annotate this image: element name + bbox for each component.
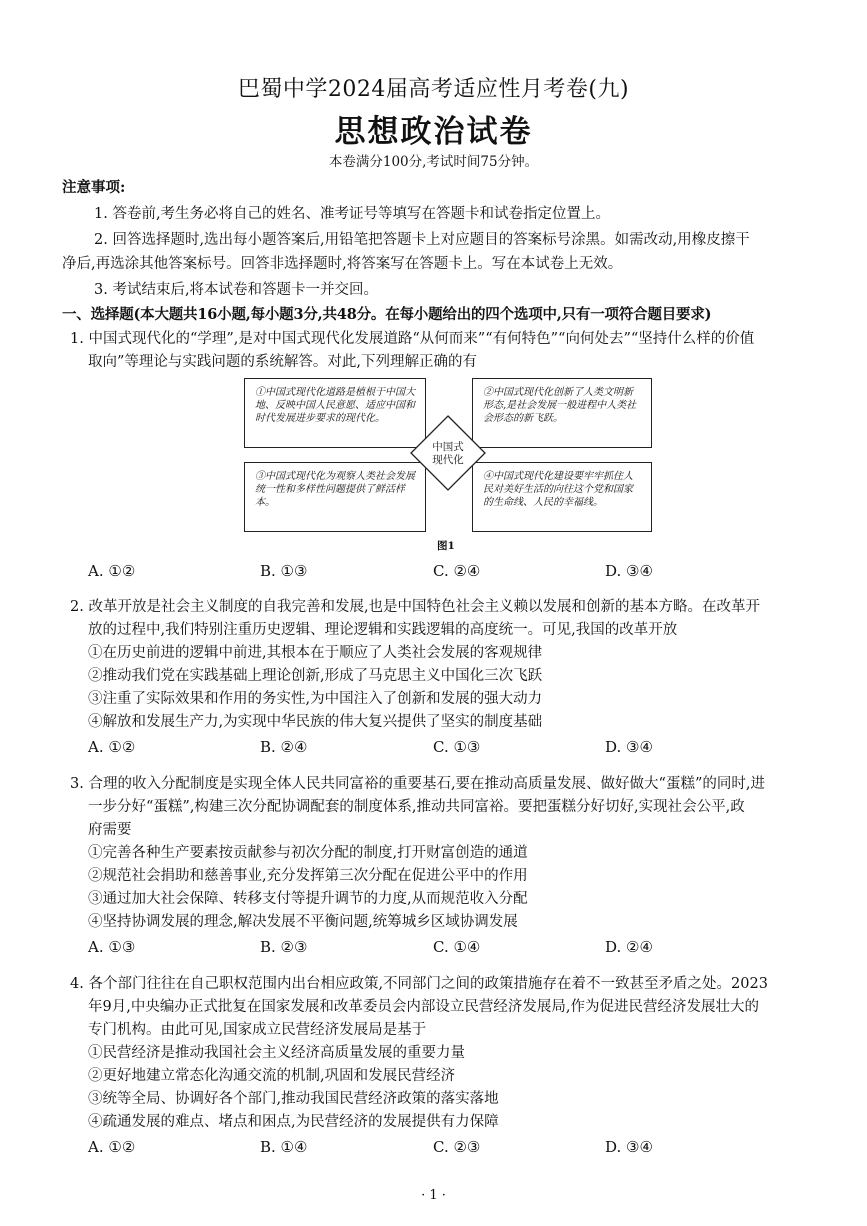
exam-title: 巴蜀中学2024届高考适应性月考卷(九): [237, 77, 630, 102]
figure-box-3: [244, 462, 426, 532]
figure-box-3-text: ③中国式现代化为观察人类社会发展统一性和多样性问题提供了鲜活样本。: [255, 471, 415, 508]
question-1-option-b[interactable]: B. ①③: [260, 562, 308, 580]
question-3-line: 府需要: [88, 822, 132, 838]
figure-box-1-text: ①中国式现代化道路是植根于中国大地、反映中国人民意愿、适应中国和时代发展进步要求的现代化。: [255, 387, 415, 424]
question-2-option-c[interactable]: C. ①③: [433, 738, 481, 756]
question-3-line: 3. 合理的收入分配制度是实现全体人民共同富裕的重要基石,要在推动高质量发展、做好做大“蛋糕”的同时,进: [70, 776, 765, 792]
question-4-line: 4. 各个部门往往在自己职权范围内出台相应政策,不同部门之间的政策措施存在着不一致甚至矛盾之处。2023: [70, 976, 768, 992]
question-4-line: 年9月,中央编办正式批复在国家发展和改革委员会内部设立民营经济发展局,作为促进民营经济发展壮大的: [88, 999, 759, 1015]
question-3-option-c[interactable]: C. ①④: [433, 938, 481, 956]
figure-box-1: [244, 378, 426, 448]
question-2-line: 2. 改革开放是社会主义制度的自我完善和发展,也是中国特色社会主义赖以发展和创新的基本方略。在改革开: [70, 599, 761, 615]
question-2-line: 放的过程中,我们特别注重历史逻辑、理论逻辑和实践逻辑的高度统一。可见,我国的改革开放: [88, 622, 678, 638]
note-item: 2. 回答选择题时,选出每小题答案后,用铅笔把答题卡上对应题目的答案标号涂黑。如需改动,用橡皮擦干: [94, 232, 750, 248]
section-heading: 一、选择题(本大题共16小题,每小题3分,共48分。在每小题给出的四个选项中,只有一项符合题目要求): [62, 306, 712, 323]
question-1-line: 取向”等理论与实践问题的系统解答。对此,下列理解正确的有: [88, 354, 478, 370]
question-3-line: 一步分好“蛋糕”,构建三次分配协调配套的制度体系,推动共同富裕。要把蛋糕分好切好,实现社会公平,政: [88, 799, 745, 815]
question-3-option-a[interactable]: A. ①③: [88, 938, 136, 956]
question-3-option-d[interactable]: D. ②④: [605, 938, 653, 956]
note-item: 1. 答卷前,考生务必将自己的姓名、准考证号等填写在答题卡和试卷指定位置上。: [94, 206, 611, 222]
question-4-statement: ④疏通发展的难点、堵点和困点,为民营经济的发展提供有力保障: [88, 1114, 499, 1130]
question-4-option-a[interactable]: A. ①②: [88, 1138, 136, 1156]
question-1-line: 1. 中国式现代化的“学理”,是对中国式现代化发展道路“从何而来”“有何特色”“向何处去”“坚持什么样的价值: [70, 331, 755, 347]
question-1-option-a[interactable]: A. ①②: [88, 562, 136, 580]
question-1-option-d[interactable]: D. ③④: [605, 562, 653, 580]
figure-center-label: 中国式现代化: [432, 441, 464, 466]
question-3-statement: ①完善各种生产要素按贡献参与初次分配的制度,打开财富创造的通道: [88, 845, 528, 861]
question-4-option-b[interactable]: B. ①④: [260, 1138, 308, 1156]
question-1-option-c[interactable]: C. ②④: [433, 562, 481, 580]
note-item: 净后,再选涂其他答案标号。回答非选择题时,将答案写在答题卡上。写在本试卷上无效。: [62, 256, 623, 272]
question-2-option-b[interactable]: B. ②④: [260, 738, 308, 756]
question-4-option-c[interactable]: C. ②③: [433, 1138, 481, 1156]
exam-subtitle: 本卷满分100分,考试时间75分钟。: [328, 154, 539, 170]
question-2-option-d[interactable]: D. ③④: [605, 738, 653, 756]
question-4-line: 专门机构。由此可见,国家成立民营经济发展局是基于: [88, 1022, 427, 1038]
figure-box-2-text: ②中国式现代化创新了人类文明新形态,是社会发展一般进程中人类社会形态的新飞跃。: [483, 387, 637, 424]
question-2-option-a[interactable]: A. ①②: [88, 738, 136, 756]
figure-box-2: [472, 378, 652, 448]
figure-caption: 图1: [437, 540, 455, 552]
question-2-statement: ①在历史前进的逻辑中前进,其根本在于顺应了人类社会发展的客观规律: [88, 645, 543, 661]
question-4-statement: ②更好地建立常态化沟通交流的机制,巩固和发展民营经济: [88, 1068, 456, 1084]
question-2-statement: ③注重了实际效果和作用的务实性,为中国注入了创新和发展的强大动力: [88, 691, 543, 707]
question-3-statement: ②规范社会捐助和慈善事业,充分发挥第三次分配在促进公平中的作用: [88, 868, 528, 884]
question-3-statement: ④坚持协调发展的理念,解决发展不平衡问题,统筹城乡区域协调发展: [88, 914, 518, 930]
figure-box-4: [472, 462, 652, 532]
question-3-statement: ③通过加大社会保障、转移支付等提升调节的力度,从而规范收入分配: [88, 891, 528, 907]
notes-heading: 注意事项:: [62, 179, 126, 196]
page-number: · 1 ·: [421, 1188, 446, 1203]
question-4-statement: ③统等全局、协调好各个部门,推动我国民营经济政策的落实落地: [88, 1091, 499, 1107]
question-2-statement: ④解放和发展生产力,为实现中华民族的伟大复兴提供了坚实的制度基础: [88, 714, 543, 730]
figure-box-4-text: ④中国式现代化建设要牢牢抓住人民对美好生活的向往这个党和国家的生命线、人民的幸福线。: [483, 471, 633, 508]
question-3-option-b[interactable]: B. ②③: [260, 938, 308, 956]
note-item: 3. 考试结束后,将本试卷和答题卡一并交回。: [94, 282, 379, 298]
question-2-statement: ②推动我们党在实践基础上理论创新,形成了马克思主义中国化三次飞跃: [88, 668, 543, 684]
subject-title: 思想政治试卷: [334, 114, 533, 150]
question-4-option-d[interactable]: D. ③④: [605, 1138, 653, 1156]
question-4-statement: ①民营经济是推动我国社会主义经济高质量发展的重要力量: [88, 1045, 465, 1061]
